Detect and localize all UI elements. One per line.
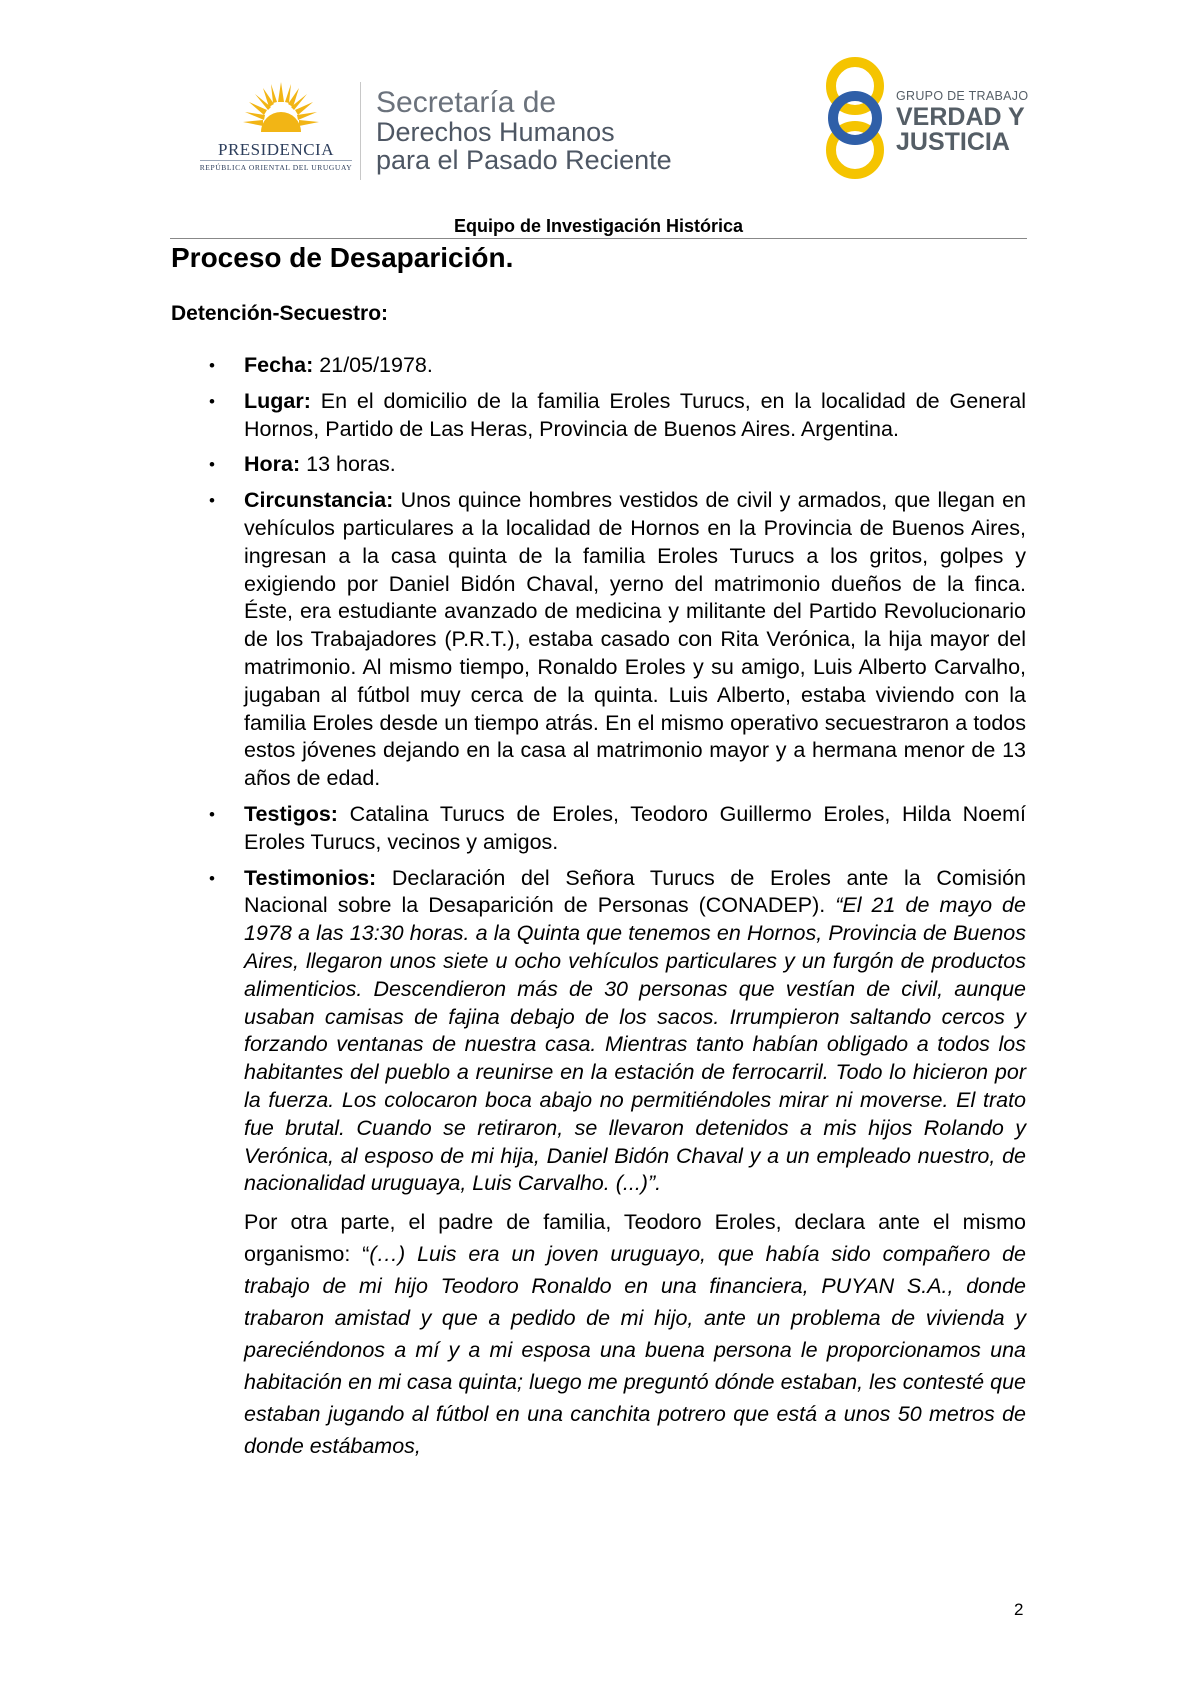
secretaria-line-2: Derechos Humanos [376,117,615,147]
presidencia-title: PRESIDENCIA [217,140,334,159]
presidencia-logo [196,80,356,180]
bullet: • [209,868,215,888]
item-label: Fecha: [244,353,314,377]
header-divider [360,82,361,180]
bullet: • [209,804,215,824]
equipo-rule [170,238,1027,239]
document-body [171,352,1026,1484]
list-item-testimonios [171,865,1026,1199]
bullet: • [209,455,215,475]
item-text: En el domicilio de la familia Eroles Turucs, en la localidad de General Hornos, Partido de Las Heras, Provincia de Buenos Aires. Argentina. [244,388,1026,441]
verdad-justicia-logo [820,56,1030,180]
page-title: Proceso de Desaparición. [171,242,514,273]
item-label: Testimonios: [244,865,377,890]
secretaria-line-3: para el Pasado Reciente [376,145,672,175]
rings-icon [820,56,890,180]
item-label: Testigos: [244,801,338,826]
list-item-circunstancia [171,487,1026,793]
bullet: • [209,391,215,411]
list-item-hora [171,451,1026,479]
secretaria-logo-text [376,88,672,174]
item-label: Lugar: [244,388,311,413]
item-label: Circunstancia: [244,488,394,513]
paragraph-text: Por otra parte, el padre de familia, Teodoro Eroles, declara ante el mismo organismo: “ [244,1210,1026,1267]
gtvj-small-label: GRUPO DE TRABAJO [896,89,1029,103]
list-item-testigos [171,801,1026,857]
page-number: 2 [1014,1600,1024,1619]
secretaria-line-1: Secretaría de [376,86,557,119]
presidencia-subtitle: REPÚBLICA ORIENTAL DEL URUGUAY [199,163,353,172]
item-text: Catalina Turucs de Eroles, Teodoro Guillermo Eroles, Hilda Noemí Eroles Turucs, vecinos y amigos. [244,801,1026,854]
item-label: Hora: [244,452,301,477]
item-text: Declaración del Señora Turucs de Eroles ante la Comisión Nacional sobre la Desaparición de Personas (CONADEP). [244,865,1026,918]
item-text: Unos quince hombres vestidos de civil y armados, que llegan en vehículos particulares a la localidad de Hornos en la Provincia de Buenos Aires, ingresan a la casa quinta de la familia Eroles Turucs a los gritos, golpes y exigiendo por Daniel Bidón Chaval, yerno del matrimonio dueños de la finca. Éste, era estudiante avanzado de medicina y militante del Partido Revolucionario de los Trabajadores (P.R.T.), estaba casado con Rita Verónica, la hija mayor del matrimonio. Al mismo tiempo, Ronaldo Eroles y su amigo, Luis Alberto Carvalho, jugaban al fútbol muy cerca de la quinta. Luis Alberto, estaba viviendo con la familia Eroles desde un tiempo atrás. En el mismo operativo secuestraron a todos estos jóvenes dejando en la casa al matrimonio mayor y a hermana menor de 13 años de edad. [244,488,1026,791]
paragraph-quote: (…) Luis era un joven uruguayo, que había sido compañero de trabajo de mi hijo Teodoro Ronaldo en una financiera, PUYAN S.A., donde trabaron amistad y que a pedido de mi hijo, ante un problema de vivienda y pareciéndonos a mí y a mi esposa una buena persona le proporcionamos una habitación en mi casa quinta; luego me preguntó dónde estaban, les contesté que estaban jugando al fútbol en una canchita potrero que está a unos 50 metros de donde estábamos, [244,1242,1026,1459]
section-subtitle: Detención-Secuestro: [171,302,389,325]
body-paragraph [171,1206,1026,1462]
bullet: • [209,356,215,375]
list-item-fecha [171,352,1026,380]
gtvj-line-1: VERDAD Y [896,103,1025,131]
presidencia-rule [200,160,352,161]
bullet: • [209,491,215,511]
detail-list [171,352,1026,1198]
item-text: 21/05/1978. [313,353,433,377]
equipo-heading: Equipo de Investigación Histórica [453,216,744,236]
sun-icon [241,80,321,144]
testimony-quote: “El 21 de mayo de 1978 a las 13:30 horas. a la Quinta que tenemos en Hornos, Provincia de Buenos Aires, llegaron unos siete u ocho vehículos particulares y un furgón de productos alimenticios. Descendieron más de 30 personas que vestían de civil, aunque usaban camisas de fajina debajo de los sacos. Irrumpieron saltando cercos y forzando ventanas de nuestra casa. Mientras tanto habían obligado a todos los habitantes del pueblo a reunirse en la estación de ferrocarril. Todo lo hicieron por la fuerza. Los colocaron boca abajo no permitiéndoles mirar ni moverse. El trato fue brutal. Cuando se retiraron, se llevaron detenidos a mis hijos Rolando y Verónica, al esposo de mi hija, Daniel Bidón Chaval y a un empleado nuestro, de nacionalidad uruguaya, Luis Carvalho. (...)”. [244,893,1026,1196]
item-text: 13 horas. [300,452,396,477]
gtvj-line-2: JUSTICIA [896,128,1010,156]
list-item-lugar [171,388,1026,444]
